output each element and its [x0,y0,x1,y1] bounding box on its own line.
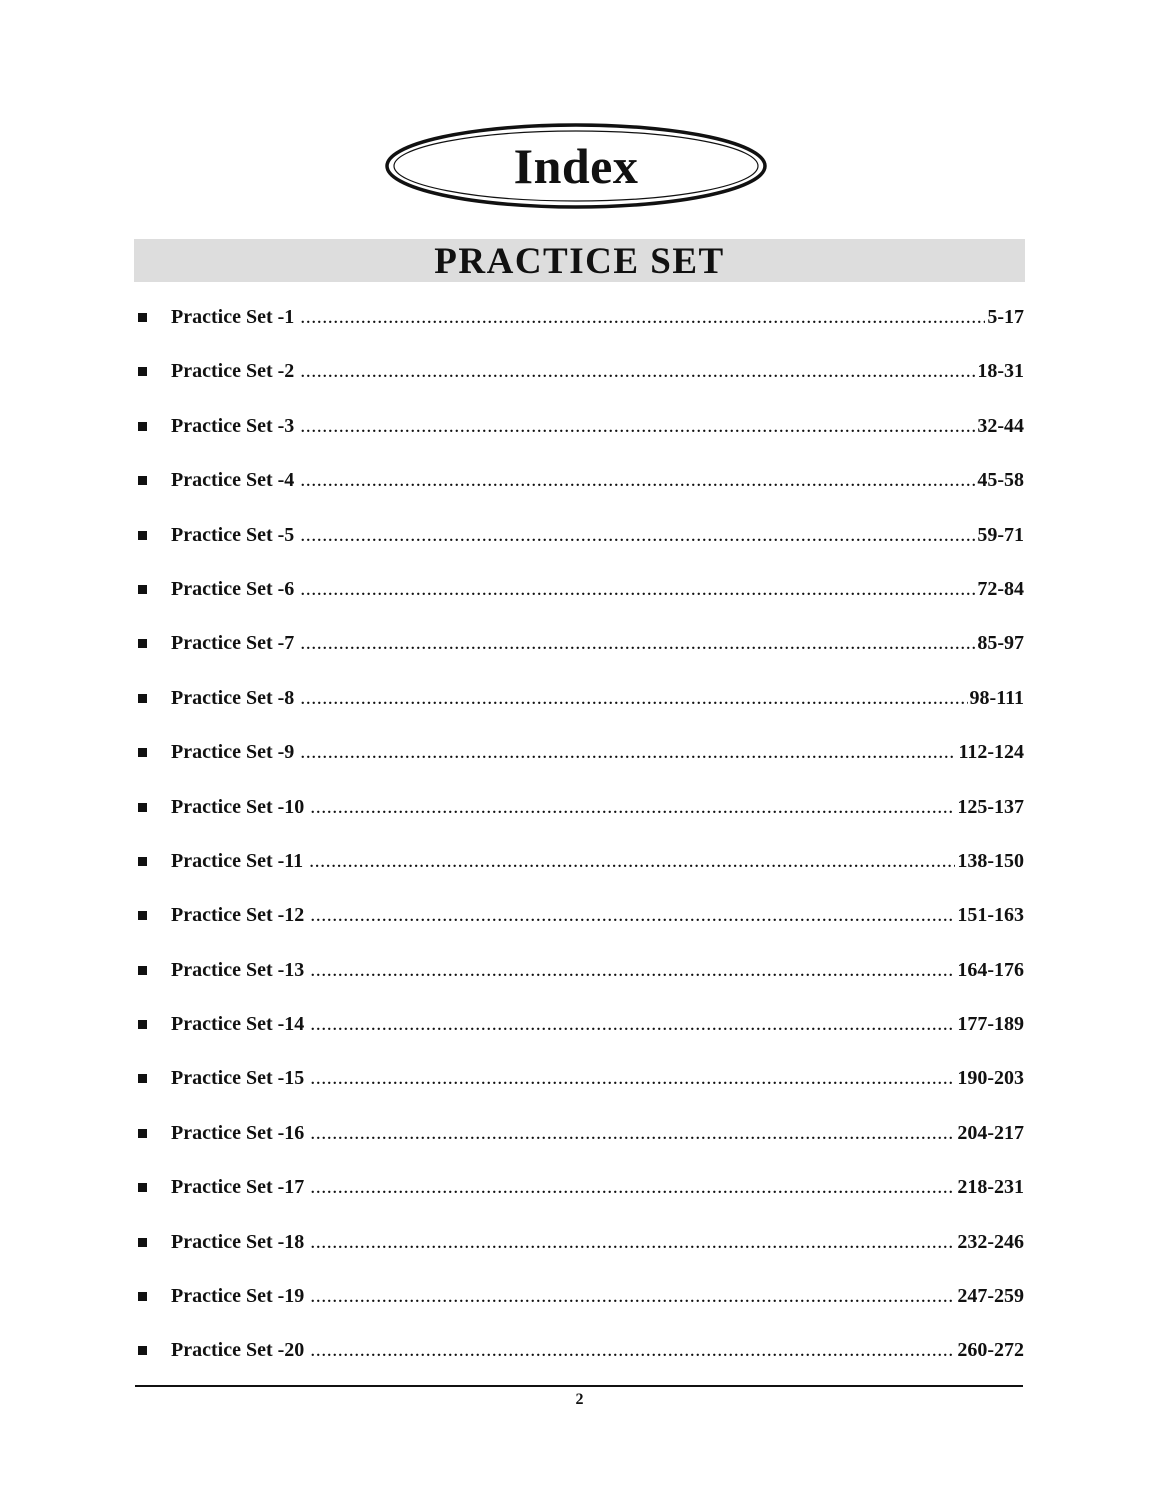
toc-entry [134,725,1024,779]
toc-entry-pages: 232-246 [957,1230,1024,1253]
toc-entry [134,671,1024,725]
square-bullet-icon [138,1292,147,1301]
square-bullet-icon [138,639,147,648]
dot-leader [300,508,975,562]
toc-entry [134,508,1024,562]
toc-entry-label: Practice Set -7 [171,632,295,655]
square-bullet-icon [138,966,147,975]
toc-entry-pages: 204-217 [957,1121,1024,1144]
dot-leader [300,671,967,725]
toc-entry-label: Practice Set -8 [171,686,295,709]
square-bullet-icon [138,1129,147,1138]
footer-divider [135,1385,1023,1387]
toc-entry [134,1051,1024,1105]
toc-entry [134,997,1024,1051]
toc-entry [134,1215,1024,1269]
toc-entry-pages: 138-150 [957,849,1024,872]
toc-entry-label: Practice Set -19 [171,1285,305,1308]
toc-entry-pages: 85-97 [977,632,1024,655]
toc-entry-label: Practice Set -18 [171,1230,305,1253]
square-bullet-icon [138,531,147,540]
toc-entry-label: Practice Set -13 [171,958,305,981]
toc-entry-pages: 18-31 [977,360,1024,383]
square-bullet-icon [138,1020,147,1029]
index-title-frame [384,122,768,210]
dot-leader [310,997,955,1051]
toc-entry-pages: 190-203 [957,1067,1024,1090]
toc-entry [134,616,1024,670]
toc-entry [134,399,1024,453]
toc-entry-label: Practice Set -3 [171,414,295,437]
dot-leader [300,453,975,507]
toc-entry-label: Practice Set -15 [171,1067,305,1090]
toc-entry-label: Practice Set -14 [171,1013,305,1036]
square-bullet-icon [138,748,147,757]
toc-entry-pages: 247-259 [957,1285,1024,1308]
square-bullet-icon [138,803,147,812]
toc-entry [134,562,1024,616]
dot-leader [310,943,955,997]
square-bullet-icon [138,422,147,431]
toc-entry-label: Practice Set -5 [171,523,295,546]
dot-leader [310,888,955,942]
square-bullet-icon [138,911,147,920]
dot-leader [310,1160,955,1214]
dot-leader [300,562,975,616]
toc-entry-label: Practice Set -16 [171,1121,305,1144]
toc-entry [134,834,1024,888]
dot-leader [310,1051,955,1105]
toc-entry [134,453,1024,507]
dot-leader [310,1215,955,1269]
toc-entry-pages: 72-84 [977,577,1024,600]
toc-entry-label: Practice Set -17 [171,1176,305,1199]
toc-entry-pages: 177-189 [957,1013,1024,1036]
toc-entry [134,943,1024,997]
page-number: 2 [575,1391,584,1408]
toc-entry [134,344,1024,398]
toc-entry [134,888,1024,942]
toc-entry-pages: 45-58 [977,469,1024,492]
toc-entry-label: Practice Set -9 [171,741,295,764]
toc-entry-label: Practice Set -4 [171,469,295,492]
toc-entry-label: Practice Set -20 [171,1339,305,1362]
table-of-contents [134,290,1024,1378]
toc-entry-pages: 218-231 [957,1176,1024,1199]
square-bullet-icon [138,1346,147,1355]
dot-leader [309,834,955,888]
dot-leader [310,1323,955,1377]
square-bullet-icon [138,313,147,322]
toc-entry-pages: 125-137 [957,795,1024,818]
dot-leader [300,616,975,670]
toc-entry-pages: 5-17 [987,306,1024,328]
toc-entry-pages: 59-71 [977,523,1024,546]
dot-leader [310,780,955,834]
toc-entry [134,290,1024,344]
toc-entry-pages: 112-124 [958,741,1024,764]
square-bullet-icon [138,367,147,376]
section-heading: PRACTICE SET [134,239,1025,282]
square-bullet-icon [138,1074,147,1083]
toc-entry-pages: 32-44 [977,414,1024,437]
square-bullet-icon [138,585,147,594]
square-bullet-icon [138,857,147,866]
dot-leader [300,399,975,453]
toc-entry-pages: 151-163 [957,904,1024,927]
toc-entry-label: Practice Set -1 [171,306,295,328]
toc-entry-pages: 164-176 [957,958,1024,981]
toc-entry-label: Practice Set -11 [171,849,304,872]
dot-leader [300,290,985,344]
square-bullet-icon [138,476,147,485]
toc-entry [134,780,1024,834]
toc-entry [134,1160,1024,1214]
dot-leader [310,1269,955,1323]
toc-entry [134,1106,1024,1160]
toc-entry-label: Practice Set -12 [171,904,305,927]
square-bullet-icon [138,1183,147,1192]
square-bullet-icon [138,1238,147,1247]
square-bullet-icon [138,694,147,703]
toc-entry-pages: 98-111 [969,686,1024,709]
page-title: Index [513,138,639,194]
toc-entry-label: Practice Set -2 [171,360,295,383]
dot-leader [300,344,975,398]
toc-entry [134,1323,1024,1377]
toc-entry-label: Practice Set -6 [171,577,295,600]
toc-entry-label: Practice Set -10 [171,795,305,818]
toc-entry-pages: 260-272 [957,1339,1024,1362]
dot-leader [310,1106,955,1160]
toc-entry [134,1269,1024,1323]
dot-leader [300,725,956,779]
